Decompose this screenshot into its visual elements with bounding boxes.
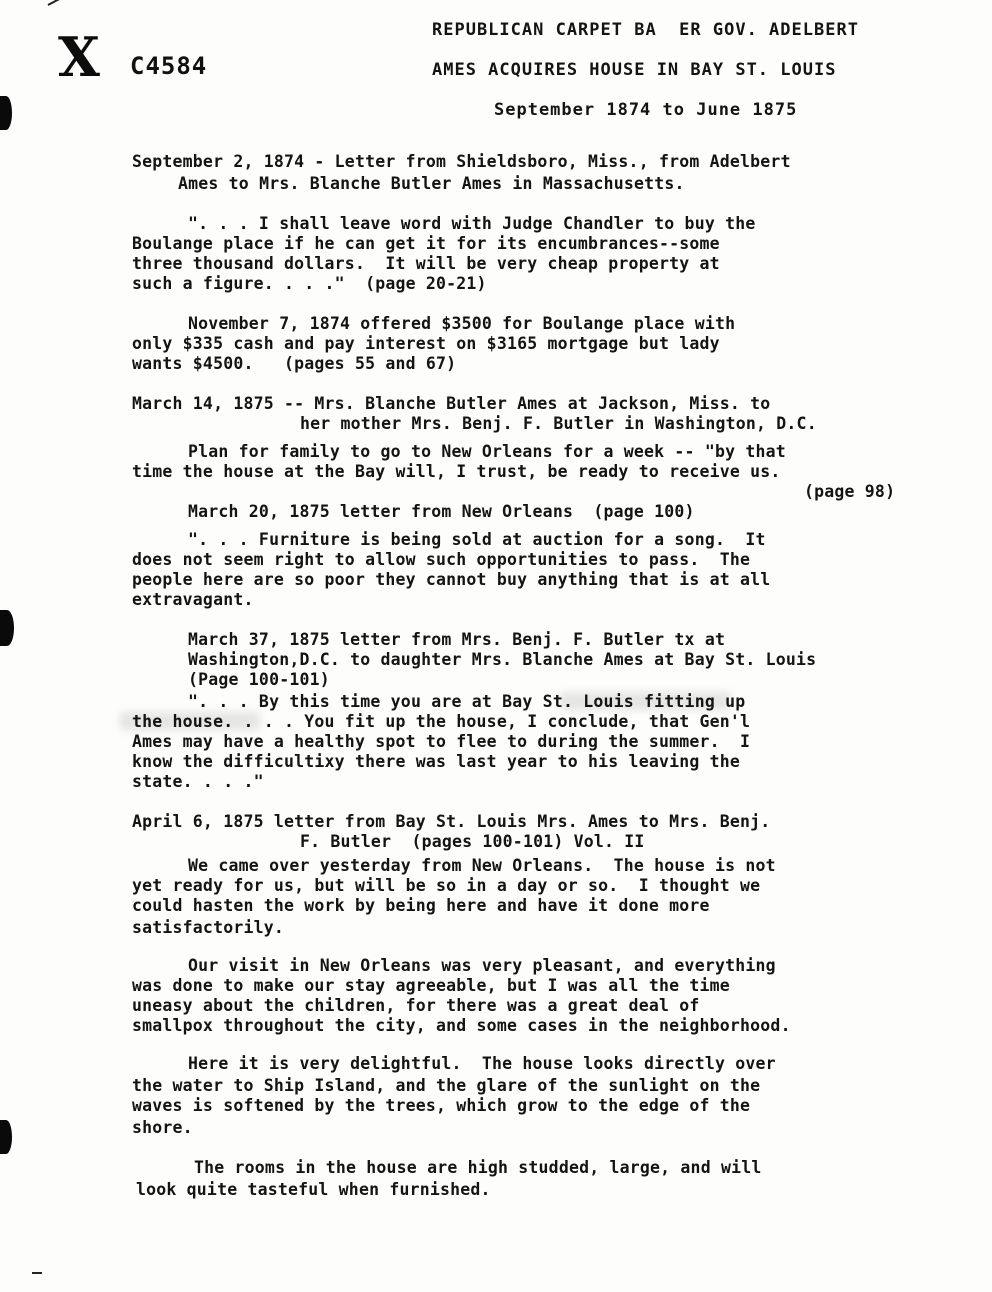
punch-hole-mark [0,610,14,646]
quote-line: the house. . . . You fit up the house, I conclude, that Gen'l [132,712,751,731]
punch-hole-mark [0,96,12,130]
quote-line: Boulange place if he can get it for its encumbrances--some [132,234,720,253]
entry-line: March 37, 1875 letter from Mrs. Benj. F. Butler tx at [188,630,726,649]
entry-line: (Page 100-101) [188,670,330,689]
letter-line: yet ready for us, but will be so in a day or so. I thought we [132,876,761,895]
letter-line: uneasy about the children, for there was a great deal of [132,996,700,1015]
quote-line: such a figure. . . ." (page 20-21) [132,274,487,293]
entry-line: March 20, 1875 letter from New Orleans (page 100) [188,502,695,521]
entry-line: only $335 cash and pay interest on $3165 mortgage but lady [132,334,720,353]
quote-line: ". . . By this time you are at Bay St. Louis fitting up [188,692,746,711]
pen-stroke [48,0,81,6]
document-number: C4584 [130,52,208,80]
margin-x-mark: X [58,25,100,89]
entry-line: time the house at the Bay will, I trust, be ready to receive us. [132,462,781,481]
letter-line: Our visit in New Orleans was very pleasant, and everything [188,956,776,975]
letter-line: shore. [132,1118,193,1137]
letter-line: smallpox throughout the city, and some cases in the neighborhood. [132,1016,791,1035]
entry-line: Plan for family to go to New Orleans for a week -- "by that [188,442,786,461]
header-line-2: AMES ACQUIRES HOUSE IN BAY ST. LOUIS [432,60,837,80]
punch-hole-mark [0,1120,12,1154]
header-date-range: September 1874 to June 1875 [494,100,798,120]
quote-line: does not seem right to allow such opportunities to pass. The [132,550,751,569]
page-reference: (page 98) [804,482,896,501]
quote-line: three thousand dollars. It will be very cheap property at [132,254,720,273]
quote-line: extravagant. [132,590,254,609]
letter-line: could hasten the work by being here and have it done more [132,896,710,915]
entry-line: F. Butler (pages 100-101) Vol. II [300,832,645,851]
edge-tick-mark [32,1272,42,1274]
quote-line: know the difficultixy there was last year to his leaving the [132,752,741,771]
entry-line: March 14, 1875 -- Mrs. Blanche Butler Ames at Jackson, Miss. to [132,394,771,413]
entry-line: November 7, 1874 offered $3500 for Boulange place with [188,314,736,333]
letter-line: look quite tasteful when furnished. [136,1180,491,1199]
quote-line: ". . . I shall leave word with Judge Chandler to buy the [188,214,756,233]
letter-line: was done to make our stay agreeable, but I was all the time [132,976,730,995]
header-line-1: REPUBLICAN CARPET BA ER GOV. ADELBERT [432,20,859,40]
quote-line: people here are so poor they cannot buy anything that is at all [132,570,771,589]
quote-line: Ames may have a healthy spot to flee to during the summer. I [132,732,751,751]
entry-line: wants $4500. (pages 55 and 67) [132,354,457,373]
letter-line: Here it is very delightful. The house looks directly over [188,1054,776,1073]
entry-line: Washington,D.C. to daughter Mrs. Blanche Ames at Bay St. Louis [188,650,817,669]
letter-line: The rooms in the house are high studded, large, and will [194,1158,762,1177]
letter-line: We came over yesterday from New Orleans. The house is not [188,856,776,875]
entry-line: Ames to Mrs. Blanche Butler Ames in Massachusetts. [178,174,685,193]
quote-line: state. . . ." [132,772,264,791]
entry-line: April 6, 1875 letter from Bay St. Louis Mrs. Ames to Mrs. Benj. [132,812,771,831]
quote-line: ". . . Furniture is being sold at auction for a song. It [188,530,766,549]
letter-line: the water to Ship Island, and the glare of the sunlight on the [132,1076,761,1095]
entry-line: September 2, 1874 - Letter from Shieldsboro, Miss., from Adelbert [132,152,791,171]
entry-line: her mother Mrs. Benj. F. Butler in Washington, D.C. [300,414,817,433]
letter-line: satisfactorily. [132,918,285,937]
letter-line: waves is softened by the trees, which grow to the edge of the [132,1096,751,1115]
